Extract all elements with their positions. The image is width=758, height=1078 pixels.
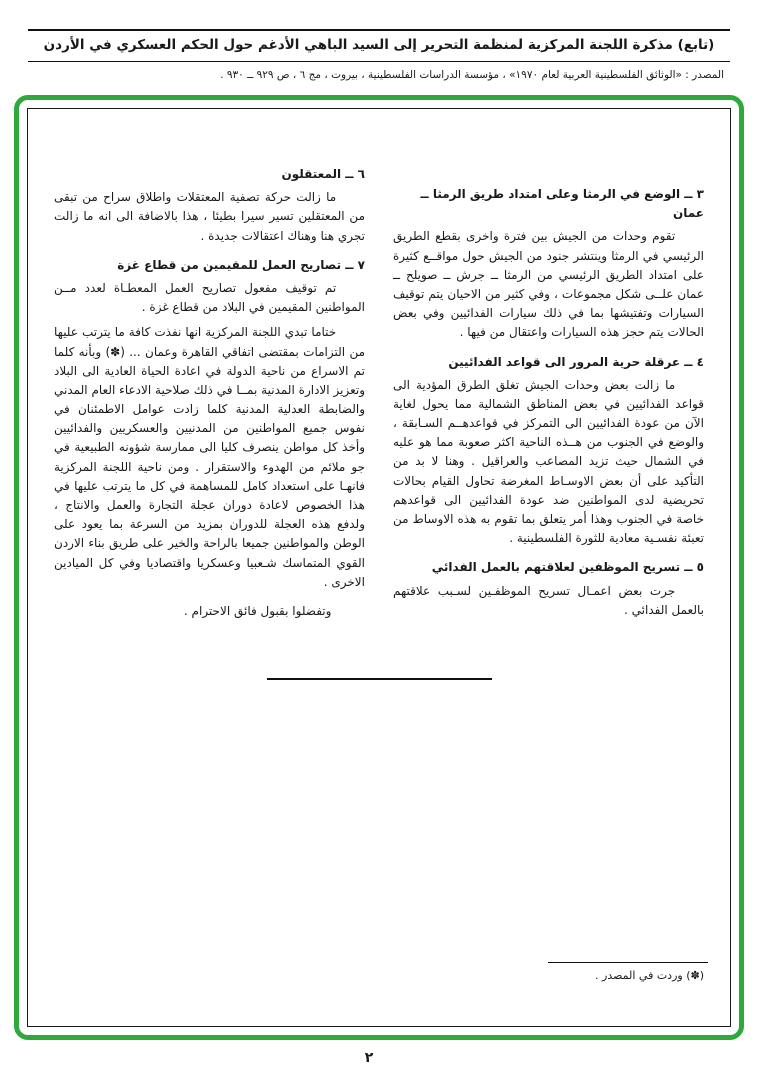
inner-black-border — [27, 108, 731, 1027]
section-3-paragraph: تقوم وحدات من الجيش بين فترة واخرى بقطع الطريق الرئيسي في الرمثا وينتشر جنود من الجيش حول مواقــع كثيرة على امتداد الطريق الرئيسي من الرمثا ــ جرش ــ صويلح ــ عمان علــى شكل مجموعات ، وفي كثير من الاحيان يتم توقيف السيارات وتفتيشها بما في ذلك سيارات الفدائيين وفي بعض الحالات يتم حجز هذه السيارات واعتقال من فيها . — [393, 229, 704, 340]
section-5-paragraph: جرت بعض اعمـال تسريح الموظفـين لسـبب علاقتهم بالعمل الفدائي . — [393, 583, 704, 617]
section-5-heading: ٥ ــ تسريح الموظفين لعلاقتهم بالعمل الفدائي — [431, 560, 704, 575]
section-4-paragraph: ما زالت بعض وحدات الجيش تغلق الطرق المؤدية الى قواعد الفدائيين في بعض المناطق الشمالية مما يحول لغاية الآن من عودة الفدائيين الى التمركز في قواعدهــم السـابقة ، والوضع في الجنوب من هــذه الناحية اكثر صعوبة مما هو عليه في الشمال حيث تزيد المصاعب والعراقيل . وهنا لا بد من التأكيد على أن بعض الاوسـاط المغرضة تحاول القيام بحالات تحريضية لدى المواطنين ضد عودة الفدائيين الى قواعدهم خاصة في الجنوب وهذا أمر يتعلق بما تقوم به هذه الاوساط من تعبئة نفسـية معادية للثورة الفلسطينية . — [393, 377, 704, 546]
closing-salutation: وتفضلوا بقبول فائق الاحترام . — [183, 603, 332, 618]
two-column-layout — [54, 165, 704, 626]
footnote-text: (✽) وردت في المصدر . — [595, 969, 704, 982]
page-number: ٢ — [364, 1050, 374, 1066]
section-7-paragraph-2: ختاما تبدي اللجنة المركزية انها نفذت كافة ما يترتب عليها من التزامات بمقتضى اتفاقي القاهرة وعمان ... (✽) وبأنه كلما تم الاسراع من ناحية الدولة في اعادة الحياة العادية الى البلاد وتعزيز الادارة المدنية بمــا في ذلك صلاحية الادعاء العام المدني والضابطة العدلية المدنية كلما زادت عوامل الاطمئنان في نفوس جميع المواطنين من المدنيين والعسكريين والفدائيين وأخذ كل مواطن ينصرف كليا الى ممارسة شؤونه الطبيعية في جو ملائم من الهدوء والاستقرار . ومن ناحية اللجنة المركزية فانهـا على استعداد كامل للمساهمة في كل ما يترتب عليها في هذا الخصوص لاعادة دوران عجلة التجارة والعمل والانتاج ، ولدفع هذه العجلة للدوران بمزيد من السرعة بما يعود على الوطن والمواطنين جميعا بالراحة والخير على طريق بناء الاردن القوي المتماسك شـعبيا وعسكريا واقتصاديا وفي كل الميادين الاخرى . — [54, 325, 365, 589]
footnote-rule — [548, 962, 708, 963]
section-6-heading: ٦ ــ المعتقلون — [281, 167, 365, 181]
green-border-frame — [14, 95, 744, 1040]
page-header — [0, 0, 758, 91]
column-left — [54, 165, 365, 626]
document-title: (تابع) مذكرة اللجنة المركزية لمنظمة التحرير إلى السيد الباهي الأدغم حول الحكم العسكري في الأردن — [43, 37, 715, 53]
section-divider-rule — [267, 678, 492, 680]
section-7-heading: ٧ ــ تصاريح العمل للمقيمين من قطاع غزة — [117, 257, 365, 272]
column-right — [393, 165, 704, 626]
document-body — [28, 109, 730, 680]
section-3-heading: ٣ ــ الوضع في الرمثا وعلى امتداد طريق الرمثا ــ عمان — [420, 187, 704, 221]
section-6-paragraph: ما زالت حركة تصفية المعتقلات واطلاق سراح من تبقى من المعتقلين تسير سيرا بطيئا ، هذا بالاضافة الى انه ما زالت تجري هنا وهناك اعتقالات جديدة . — [54, 190, 365, 243]
section-4-heading: ٤ ــ عرقلة حرية المرور الى قواعد الفدائيين — [448, 354, 704, 369]
source-line: المصدر : «الوثائق الفلسطينية العربية لعام ١٩٧٠» ، مؤسسة الدراسات الفلسطينية ، بيروت ، مج ٦ ، ص ٩٢٩ ــ ٩٣٠ . — [220, 68, 724, 81]
section-7-paragraph-1: تم توقيف مفعول تصاريح العمل المعطـاة لعدد مــن المواطنين المقيمين في البلاد من قطاع غزة . — [54, 280, 365, 315]
footnote — [533, 962, 708, 982]
